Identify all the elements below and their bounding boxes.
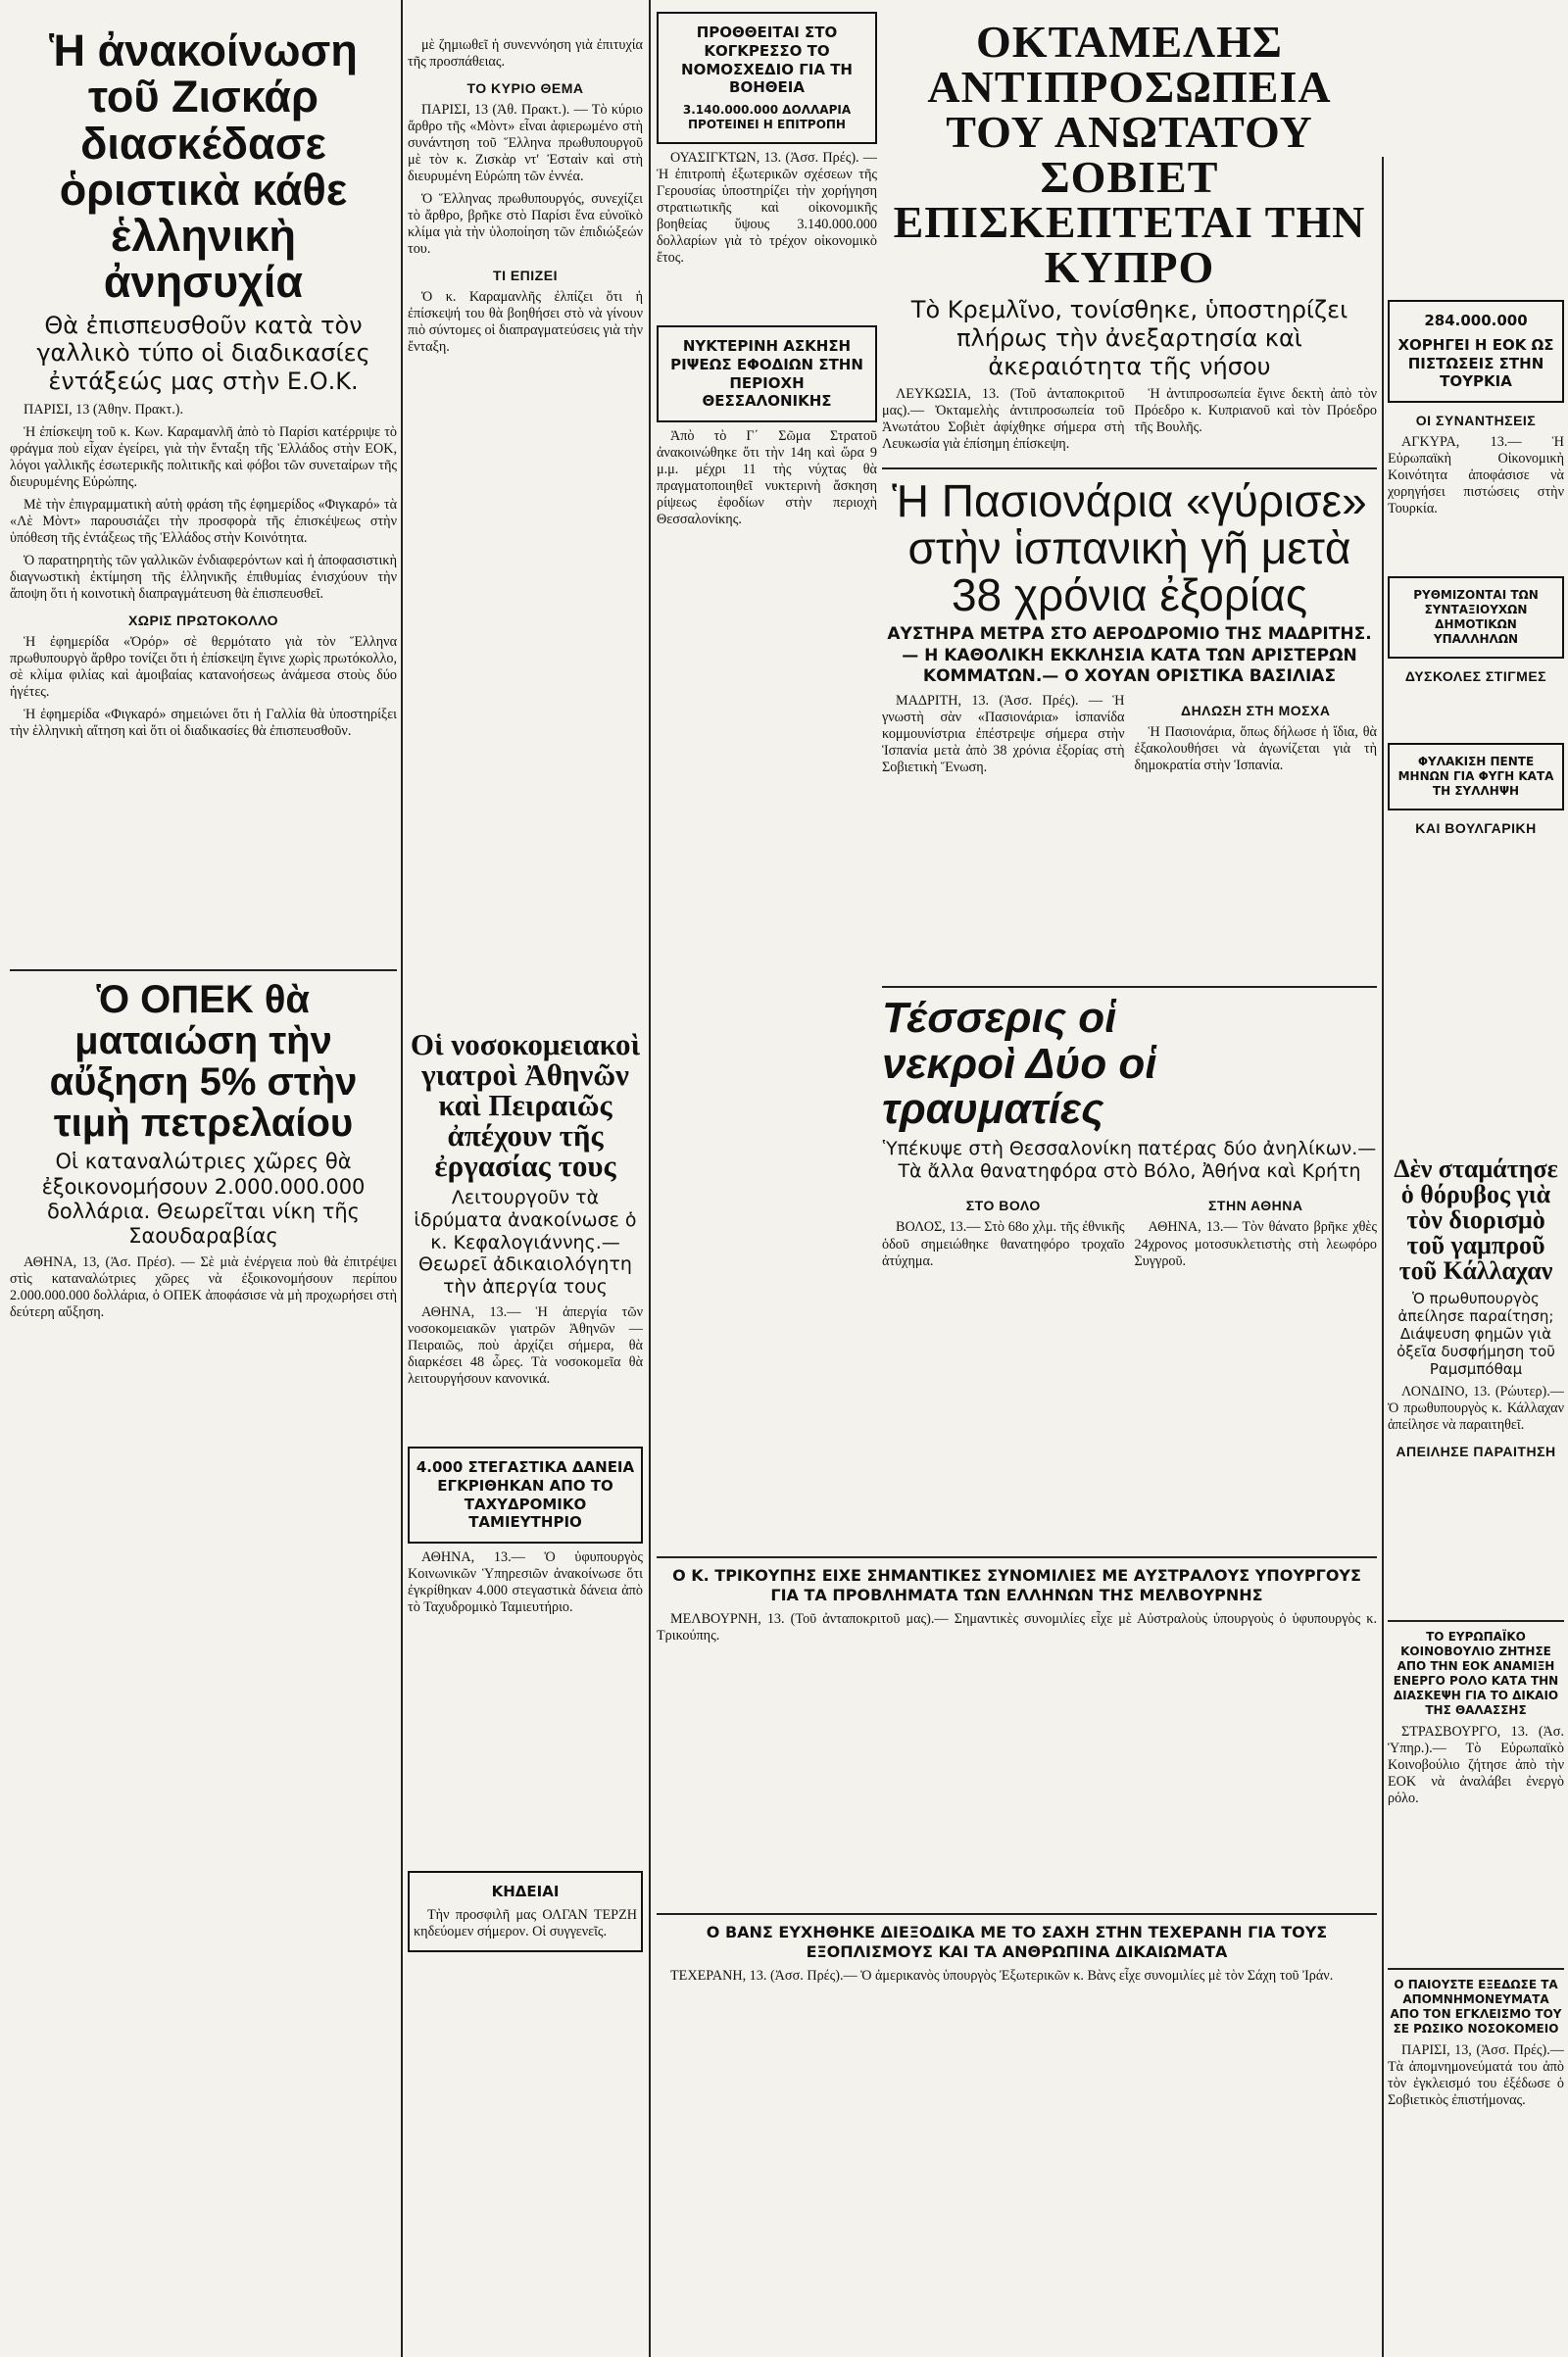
article-body: ΜΕΛΒΟΥΡΝΗ, 13. (Τοῦ ἀνταποκριτοῦ μας).— Σημαντικὲς συνομιλίες εἶχε μὲ Αὐστραλοὺς ὑπουργοὺς ὁ ὑφυπουργὸς κ. Τρικούπης. [657, 1611, 1377, 1645]
pensions-box-title: ΡΥΘΜΙΖΟΝΤΑΙ ΤΩΝ ΣΥΝΤΑΞΙΟΥΧΩΝ ΔΗΜΟΤΙΚΩΝ ΥΠΑΛΛΗΛΩΝ [1413, 588, 1539, 647]
eec-box-num: 284.000.000 [1424, 312, 1528, 329]
divider [657, 1913, 1377, 1915]
article-body: ΑΓΚΥΡΑ, 13.— Ἡ Εὐρωπαϊκὴ Οἰκονομικὴ Κοινότητα ἀποφάσισε νὰ χορηγήσει πιστώσεις στὴν Τουρκία. [1388, 434, 1564, 517]
deaths-deck: Ὑπέκυψε στὴ Θεσσαλονίκη πατέρας δύο ἀνηλίκων.— Τὰ ἄλλα θανατηφόρα στὸ Βόλο, Ἀθήνα καὶ Κρήτη [882, 1137, 1377, 1182]
subheading: ΣΤΟ ΒΟΛΟ [965, 1198, 1041, 1214]
trikoupis-headline: Ο Κ. ΤΡΙΚΟΥΠΗΣ ΕΙΧΕ ΣΗΜΑΝΤΙΚΕΣ ΣΥΝΟΜΙΛΙΕΣ ΜΕ ΑΥΣΤΡΑΛΟΥΣ ΥΠΟΥΡΓΟΥΣ ΓΙΑ ΤΑ ΠΡΟΒΛΗΜΑΤΑ ΤΩΝ ΕΛΛΗΝΩΝ ΤΗΣ ΜΕΛΒΟΥΡΝΗΣ [672, 1566, 1361, 1604]
subheading: ΤΟ ΚΥΡΙΟ ΘΕΜΑ [466, 80, 584, 97]
pasionaria-headline: Ἡ Πασιονάρια «γύρισε» στὴν ἱσπανικὴ γῆ μετὰ 38 χρόνια ἐξορίας [892, 474, 1367, 621]
loans-box [408, 1447, 643, 1544]
article-body: ΣΤΡΑΣΒΟΥΡΓΟ, 13. (Ἀσ. Ὑπηρ.).— Τὸ Εὐρωπαϊκὸ Κοινοβούλιο ζήτησε ἀπὸ τὴν ΕΟΚ νὰ ἀναλάβει ἐνεργὸ ρόλο. [1388, 1724, 1564, 1807]
article-body: ΑΘΗΝΑ, 13, (Ἀσ. Πρέσ). — Σὲ μιὰ ἐνέργεια ποὺ θὰ ἐπιτρέψει στὶς καταναλώτριες χῶρες νὰ ἐξοικονομήσουν περίπου 2.000.000.000 δολλάρια, ὁ ΟΠΕΚ ἀποφάσισε νὰ μὴ προχωρήσει στὴ δεύτερη αὔξηση. [10, 1254, 397, 1321]
vance-headline: Ο ΒΑΝΣ ΕΥΧΗΘΗΚΕ ΔΙΕΞΟΔΙΚΑ ΜΕ ΤΟ ΣΑΧΗ ΣΤΗΝ ΤΕΧΕΡΑΝΗ ΓΙΑ ΤΟΥΣ ΕΞΟΠΛΙΣΜΟΥΣ ΚΑΙ ΤΑ ΑΝΘΡΩΠΙΝΑ ΔΙΚΑΙΩΜΑΤΑ [706, 1923, 1328, 1962]
deaths-text [882, 1188, 1377, 1275]
cyprus-text [882, 386, 1377, 459]
article-body: Ἡ ἀντιπροσωπεία ἔγινε δεκτὴ ἀπὸ τὸν Πρόεδρο κ. Κυπριανοῦ καὶ τὸν Πρόεδρο τῆς Βουλῆς. [1134, 386, 1377, 436]
jail-box [1388, 743, 1564, 810]
article-body: ΠΑΡΙΣΙ, 13, (Ἀσσ. Πρές).— Τὰ ἀπομνημονεύματά του ἀπὸ τὸν ἐγκλεισμό του ἐξέδωσε ὁ Σοβιετικὸς ἐπιστήμονας. [1388, 2042, 1564, 2109]
callaghan-story [1388, 1156, 1564, 2357]
article-body: ΑΘΗΝΑ, 13.— Τὸν θάνατο βρῆκε χθὲς 24χρονος μοτοσυκλετιστὴς στὴ λεωφόρο Συγγροῦ. [1134, 1219, 1377, 1269]
article-body: ΛΕΥΚΩΣΙΑ, 13. (Τοῦ ἀνταποκριτοῦ μας).— Ὀκταμελὴς ἀντιπροσωπεία τοῦ Ἀνωτάτου Σοβιὲτ ἀφίχθηκε σήμερα στὴ Λευκωσία γιὰ ἐπίσημη ἐπίσκεψη. [882, 386, 1125, 453]
column-rule [649, 0, 651, 2357]
aid-box-title: ΠΡΟΘΘΕΙΤΑΙ ΣΤΟ ΚΟΓΚΡΕΣΣΟ ΤΟ ΝΟΜΟΣΧΕΔΙΟ ΓΙΑ ΤΗ ΒΟΗΘΕΙΑ [681, 24, 853, 97]
aid-box [657, 12, 877, 144]
subheading: ΑΠΕΙΛΗΣΕ ΠΑΡΑΙΤΗΣΗ [1396, 1444, 1556, 1460]
cyprus-headline: ΟΚΤΑΜΕΛΗΣ ΑΝΤΙΠΡΟΣΩΠΕΙΑ ΤΟΥ ΑΝΩΤΑΤΟΥ ΣΟΒΙΕΤ ΕΠΙΣΚΕΠΤΕΤΑΙ ΤΗΝ ΚΥΠΡΟ [893, 17, 1366, 292]
aid-box-sub: 3.140.000.000 ΔΟΛΛΑΡΙΑ ΠΡΟΤΕΙΝΕΙ Η ΕΠΙΤΡΟΠΗ [682, 103, 852, 131]
subheading: ΧΩΡΙΣ ΠΡΩΤΟΚΟΛΛΟ [127, 613, 279, 629]
eu-parliament-headline: ΤΟ ΕΥΡΩΠΑΪΚΟ ΚΟΙΝΟΒΟΥΛΙΟ ΖΗΤΗΣΕ ΑΠΟ ΤΗΝ ΕΟΚ ΑΝΑΜΙΞΗ ΕΝΕΡΓΟ ΡΟΛΟ ΚΑΤΑ ΤΗΝ ΔΙΑΣΚΕΨΗ ΓΙΑ ΤΟ ΔΙΚΑΙΟ ΤΗΣ ΘΑΛΑΣΣΗΣ [1393, 1630, 1559, 1718]
plyushch-headline: Ο ΠΑΙΟΥΣΤΕ ΕΞΕΔΩΣΕ ΤΑ ΑΠΟΜΝΗΜΟΝΕΥΜΑΤΑ ΑΠΟ ΤΟΝ ΕΓΚΛΕΙΣΜΟ ΤΟΥ ΣΕ ΡΩΣΙΚΟ ΝΟΣΟΚΟΜΕΙΟ [1390, 1978, 1562, 2037]
doctors-deck: Λειτουργοῦν τὰ ἱδρύματα ἀνακοίνωσε ὁ κ. Κεφαλογιάννης.— Θεωρεῖ ἀδικαιολόγητη τὴν ἀπεργία τους [414, 1187, 637, 1299]
column-filler [10, 746, 397, 961]
article-body: Ἡ ἐπίσκεψη τοῦ κ. Κων. Καραμανλῆ ἀπὸ τὸ Παρίσι κατέρριψε τὸ φράγμα ποὺ εἶχαν ἐγείρει, γιὰ τὴν ἔνταξη τῆς Ἑλλάδος στὴν ΕΟΚ, λόγοι γαλλικῆς ἐσωτερικῆς πολιτικῆς καὶ φόβοι τῶν συνεταίρων τῆς διευρυμένης Εὐρώπης. [10, 423, 397, 491]
column-filler [657, 1650, 1377, 1905]
column-rule [401, 0, 403, 2357]
bottom-stories [657, 1548, 1377, 2357]
article-body: Μὲ τὴν ἐπιγραμματικὴ αὐτὴ φράση τῆς ἐφημερίδος «Φιγκαρό» τὰ «Λὲ Μὸντ» παρουσιάζει τὴν προσφορὰ τῆς ἐπισκέψεως στὴν ὑπόθεση τῆς ἐντάξεως τῆς Ἑλλάδος στὴν Κοινότητα. [10, 497, 397, 547]
pasionaria-text [882, 693, 1377, 782]
article-body: Ὁ κ. Καραμανλῆς ἐλπίζει ὅτι ἡ ἐπίσκεψή του θὰ βοηθήσει στὸ νὰ γίνουν πιὸ σύντομες οἱ διαπραγματεύσεις γιὰ τὴν ἔνταξη. [408, 289, 643, 356]
column-rule [1382, 157, 1384, 2357]
subheading: ΣΤΗΝ ΑΘΗΝΑ [1208, 1198, 1303, 1214]
divider [657, 1556, 1377, 1558]
callaghan-deck: Ὁ πρωθυπουργὸς ἀπείλησε παραίτηση; Διάψευση φημῶν γιὰ ὀξεῖα δυσφήμηση τοῦ Ραμσμπόθαμ [1396, 1290, 1555, 1378]
jail-box-title: ΦΥΛΑΚΙΣΗ ΠΕΝΤΕ ΜΗΝΩΝ ΓΙΑ ΦΥΓΗ ΚΑΤΑ ΤΗ ΣΥΛΛΗΨΗ [1397, 755, 1554, 799]
subheading: ΔΗΛΩΣΗ ΣΤΗ ΜΟΣΧΑ [1181, 703, 1331, 719]
article-body: ΤΕΧΕΡΑΝΗ, 13. (Ἀσσ. Πρές).— Ὁ ἀμερικανὸς ὑπουργὸς Ἐξωτερικῶν κ. Βὰνς εἶχε συνομιλίες μὲ τὸν Σάχη τοῦ Ἰράν. [670, 1968, 1334, 1985]
divider [1388, 1620, 1564, 1622]
opec-headline: Ὁ ΟΠΕΚ θὰ ματαιώση τὴν αὔξηση 5% στὴν τιμὴ πετρελαίου [49, 978, 358, 1146]
doctors-story [408, 1029, 643, 2357]
eec-box [1388, 300, 1564, 403]
funeral-notice [408, 1871, 643, 1952]
article-body: ΑΘΗΝΑ, 13.— Ἡ ἀπεργία τῶν νοσοκομειακῶν γιατρῶν Ἀθηνῶν — Πειραιῶς, ποὺ ἀρχίζει σήμερα, θὰ διαρκέσει 48 ὧρες. Τὰ νοσοκομεῖα θὰ λειτουργήσουν κανονικά. [408, 1303, 643, 1388]
cyprus-deck: Τὸ Κρεμλῖνο, τονίσθηκε, ὑποστηρίζει πλήρως τὴν ἀνεξαρτησία καὶ ἀκεραιότητα τῆς νήσου [910, 296, 1348, 380]
dateline: ΠΑΡΙΣΙ, 13 (Ἀθην. Πρακτ.). [24, 401, 184, 417]
lead-headline: Ἡ ἀνακοίνωση τοῦ Ζισκάρ διασκέδασε ὁριστικὰ κάθε ἑλληνικὴ ἀνησυχία [49, 25, 358, 308]
lead-deck: Θὰ ἐπισπευσθοῦν κατὰ τὸν γαλλικὸ τύπο οἱ διαδικασίες ἐντάξεώς μας στὴν Ε.Ο.Κ. [36, 311, 370, 396]
divider [10, 969, 397, 971]
drill-box-title: ΝΥΚΤΕΡΙΝΗ ΑΣΚΗΣΗ ΡΙΨΕΩΣ ΕΦΟΔΙΩΝ ΣΤΗΝ ΠΕΡΙΟΧΗ ΘΕΣΣΑΛΟΝΙΚΗΣ [670, 337, 863, 411]
drill-box [657, 325, 877, 422]
article-body: ΜΑΔΡΙΤΗ, 13. (Ἀσσ. Πρές). — Ἡ γνωστὴ σὰν «Πασιονάρια» ἱσπανίδα κομμουνίστρια ἐπέστρεψε σήμερα στὴν Ἱσπανία μετὰ ἀπὸ 38 χρόνια ἐξορίας στὴ Σοβιετικὴ Ἕνωση. [882, 693, 1125, 776]
article-body: ΑΘΗΝΑ, 13.— Ὁ ὑφυπουργὸς Κοινωνικῶν Ὑπηρεσιῶν ἀνακοίνωσε ὅτι ἐγκρίθηκαν 4.000 στεγαστικὰ δάνεια ἀπὸ τὸ Ταχυδρομικὸ Ταμιευτήριο. [408, 1549, 643, 1616]
callaghan-headline: Δὲν σταμάτησε ὁ θόρυβος γιὰ τὸν διορισμὸ τοῦ γαμπροῦ τοῦ Κάλλαχαν [1394, 1156, 1558, 1285]
article-body: Ἡ Πασιονάρια, ὅπως δήλωσε ἡ ἴδια, θὰ ἐξακολουθήσει νὰ ἀγωνίζεται γιὰ τὴ δημοκρατία στὴν Ἱσπανία. [1134, 724, 1377, 774]
article-body: Ὁ παρατηρητὴς τῶν γαλλικῶν ἐνδιαφερόντων καὶ ἡ ἀποφασιστικὴ διαγνωστικὴ ἐκτίμηση τῆς ἑλληνικῆς ἐπιθυμίας ἐνισχύουν τὴν ἄποψη ὅτι ἡ κοινοτικὴ διαπραγμάτευση θὰ ἐπισπευσθεῖ. [10, 553, 397, 603]
column-filler [882, 782, 1377, 978]
subheading: ΔΥΣΚΟΛΕΣ ΣΤΙΓΜΕΣ [1404, 668, 1547, 685]
eec-box-title: ΧΟΡΗΓΕΙ Η ΕΟΚ ΩΣ ΠΙΣΤΩΣΕΙΣ ΣΤΗΝ ΤΟΥΡΚΙΑ [1397, 335, 1554, 391]
column-1 [10, 0, 397, 2357]
article-body: ΠΑΡΙΣΙ, 13 (Ἀθ. Πρακτ.). — Τὸ κύριο ἄρθρο τῆς «Μὸντ» εἶναι ἀφιερωμένο στὴ συνάντηση τοῦ Ἕλληνα πρωθυπουργοῦ μὲ τὸν κ. Ζισκὰρ ντ' Ἐσταὶν καὶ στὴ διευρυμένη Εὐρώπη τῶν ἐννέα. [408, 102, 643, 185]
article-body: Ἀπὸ τὸ Γ΄ Σῶμα Στρατοῦ ἀνακοινώθηκε ὅτι τὴν 14η καὶ ὥρα 9 μ.μ. μέχρι 11 τὴς νύχτας θὰ πραγματοποιηθεῖ νυκτερινὴ ἄσκηση ρίψεως ἐφοδίων στὴν περιοχὴ Θεσσαλονίκης. [657, 428, 877, 528]
subheading: ΚΑΙ ΒΟΥΛΓΑΡΙΚΗ [1415, 820, 1537, 837]
column-filler [1388, 1813, 1564, 1960]
pasionaria-kicker: ΑΥΣΤΗΡΑ ΜΕΤΡΑ ΣΤΟ ΑΕΡΟΔΡΟΜΙΟ ΤΗΣ ΜΑΔΡΙΤΗΣ.— Η ΚΑΘΟΛΙΚΗ ΕΚΚΛΗΣΙΑ ΚΑΤΑ ΤΩΝ ΑΡΙΣΤΕΡΩΝ ΚΟΜΜΑΤΩΝ.— Ο ΧΟΥΑΝ ΟΡΙΣΤΙΚΑ ΒΑΣΙΛΙΑΣ [887, 624, 1372, 686]
article-body: Ὁ Ἕλληνας πρωθυπουργός, συνεχίζει τὸ ἄρθρο, βρῆκε στὸ Παρίσι ἕνα εὐνοϊκὸ κλίμα γιὰ τὴν ὑλοποίηση τῶν ἐπιδιώξεών του. [408, 191, 643, 258]
article-body: Ἡ ἐφημερίδα «Φιγκαρό» σημειώνει ὅτι ἡ Γαλλία θὰ ὑποστηρίξει τὴν ἑλληνικὴ αἴτηση καὶ ὅτι οἱ διαδικασίες θὰ ἐπισπευσθοῦν. [10, 707, 397, 740]
article-body: ΒΟΛΟΣ, 13.— Στὸ 68ο χλμ. τῆς ἐθνικῆς ὁδοῦ σημειώθηκε θανατηφόρο τροχαῖο ἀτύχημα. [882, 1219, 1125, 1269]
notice-body: Τὴν προσφιλῆ μας ΟΛΓΑΝ ΤΕΡΖΗ κηδεύομεν σήμερον. Οἱ συγγενεῖς. [414, 1907, 637, 1940]
divider [882, 986, 1377, 988]
pensions-box [1388, 576, 1564, 659]
subheading: ΤΙ ΕΠΙΖΕΙ [493, 268, 558, 284]
article-body: Ἡ ἐφημερίδα «Ὀρόρ» σὲ θερμότατο γιὰ τὸν Ἕλληνα πρωθυπουργὸ ἄρθρο τονίζει ὅτι ἡ ἐπίσκεψη ἔγινε χωρὶς πρωτόκολλο, σὲ κλίμα φιλίας καὶ ἀμοιβαίας κατανοήσεως ἀνάμεσα στοὺς δύο ἡγέτες. [10, 634, 397, 701]
subheading: ΟΙ ΣΥΝΑΝΤΗΣΕΙΣ [1415, 413, 1537, 428]
article-body: ΛΟΝΔΙΝΟ, 13. (Ρώυτερ).— Ὁ πρωθυπουργὸς κ. Κάλλαχαν ἀπείλησε νὰ παραιτηθεῖ. [1388, 1384, 1564, 1434]
column-filler [1388, 1465, 1564, 1612]
divider [882, 467, 1377, 469]
notice-title: ΚΗΔΕΙΑΙ [491, 1883, 560, 1901]
opec-deck: Οἱ καταναλώτριες χῶρες θὰ ἐξοικονομήσουν 2.000.000.000 δολλάρια. Θεωρεῖται νίκη τῆς Σαουδαραβίας [41, 1150, 366, 1248]
article-body: μὲ ζημιωθεῖ ἡ συνεννόηση γιὰ ἐπιτυχία τῆς προσπάθειας. [408, 37, 643, 71]
doctors-headline: Οἱ νοσοκομειακοὶ γιατροὶ Ἀθηνῶν καὶ Πειραιῶς ἀπέχουν τῆς ἐργασίας τους [410, 1029, 641, 1183]
divider [1388, 1968, 1564, 1970]
loans-box-title: 4.000 ΣΤΕΓΑΣΤΙΚΑ ΔΑΝΕΙΑ ΕΓΚΡΙΘΗΚΑΝ ΑΠΟ ΤΟ ΤΑΧΥΔΡΟΜΙΚΟ ΤΑΜΙΕΥΤΗΡΙΟ [416, 1458, 635, 1532]
deaths-headline: Τέσσερις οἱ νεκροὶ Δύο οἱ τραυματίες [882, 994, 1157, 1133]
article-body: ΟΥΑΣΙΓΚΤΩΝ, 13. (Ἀσσ. Πρές). — Ἡ ἐπιτροπὴ ἐξωτερικῶν σχέσεων τῆς Γερουσίας ὑποστηρίζει τὴν χορήγηση στρατιωτικῆς καὶ οἰκονομικῆς βοηθείας ὕψους 3.140.000.000 δολλαρίων γιὰ τὸ τρέχον οἰκονομικὸ ἔτος. [657, 150, 877, 267]
